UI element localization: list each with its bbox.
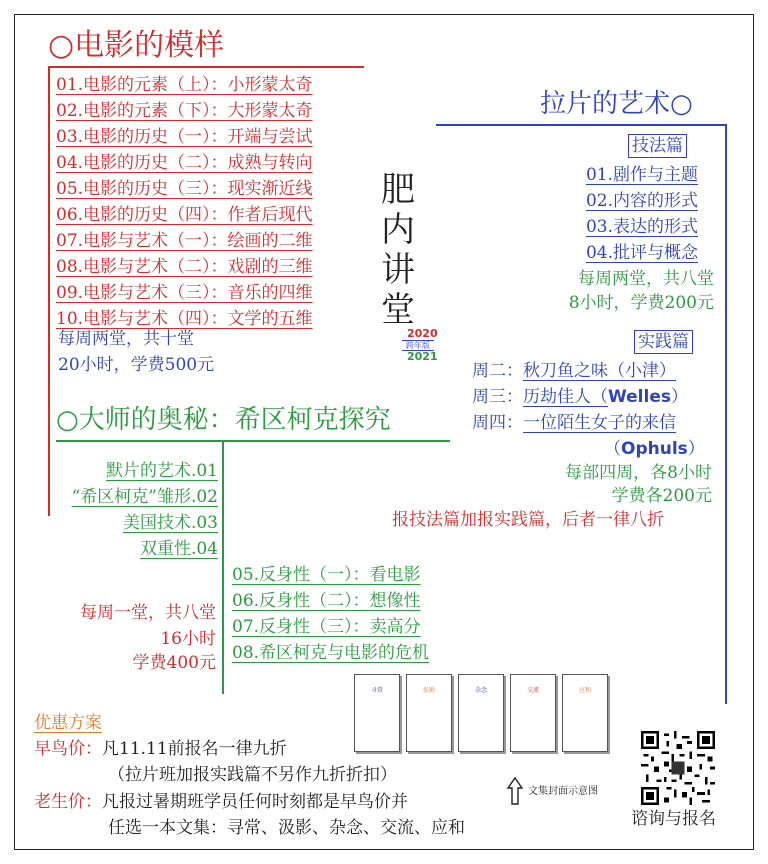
alumni-label: 老生价：	[34, 792, 102, 812]
hitchcock-item: 05.反身性（一）：看电影	[232, 565, 421, 585]
cover-caption: 文集封面示意图	[528, 786, 598, 797]
technique-label: 技法篇	[628, 134, 687, 158]
hitchcock-hours: 16小时	[160, 629, 216, 649]
practice-film: 秋刀鱼之味（小津）	[523, 361, 676, 381]
paren-close: ）	[687, 439, 705, 459]
film-form-lesson: 10.电影与艺术（四）：文学的五维	[56, 309, 313, 329]
film-form-lesson: 05.电影的历史（三）：现实渐近线	[56, 179, 313, 199]
brand-char: 讲	[381, 250, 415, 290]
analysis-vertical-rule	[725, 124, 727, 704]
film-form-lesson: 04.电影的历史（二）：成熟与转向	[56, 153, 313, 173]
hitchcock-right-list	[232, 562, 429, 666]
cover-book	[458, 674, 504, 752]
technique-item: 04.批评与概念	[585, 243, 698, 263]
cover-title: 交流	[526, 687, 540, 694]
technique-list	[550, 162, 698, 266]
film-form-title-rule	[48, 66, 364, 68]
hitchcock-title: ○大师的奥秘：希区柯克探究	[56, 405, 391, 435]
qr-code[interactable]	[641, 731, 715, 805]
alumni-text: 凡报过暑期班学员任何时刻都是早鸟价并	[102, 792, 408, 812]
analysis-title-rule	[436, 124, 726, 126]
hitchcock-item: “希区柯克”雏形.02	[71, 487, 218, 507]
cover-book	[562, 674, 608, 752]
discount-title	[34, 712, 102, 734]
cover-title: 汲影	[422, 687, 436, 694]
paren-open: （	[604, 439, 621, 459]
hitchcock-title-rule	[56, 440, 450, 442]
cover-book	[406, 674, 452, 752]
practice-day: 周二：	[472, 361, 523, 381]
brand-year-top: 2020	[407, 327, 438, 340]
discount-title-text: 优惠方案	[34, 713, 102, 733]
cover-title: 寻常	[370, 687, 384, 694]
early-bird-row	[34, 737, 287, 761]
alumni-row	[34, 790, 408, 814]
alumni-text-2: 任选一本文集：寻常、汲影、杂念、交流、应和	[108, 818, 465, 838]
hitchcock-item: 美国技术.03	[122, 513, 218, 533]
brand-year-sub: 跨年版	[402, 340, 434, 351]
practice-label: 实践篇	[634, 330, 693, 354]
early-bird-text: 凡11.11前报名一律九折	[102, 739, 287, 759]
up-arrow-icon	[506, 776, 524, 806]
film-form-fee: 20小时，学费500元	[58, 355, 215, 375]
practice-schedule: 每部四周，各8小时	[565, 463, 712, 483]
brand-name	[378, 170, 418, 330]
practice-last-director-line	[604, 436, 705, 462]
combo-note: 报技法篇加报实践篇，后者一律八折	[392, 510, 664, 530]
film-form-lesson: 08.电影与艺术（二）：戏剧的三维	[56, 257, 313, 277]
hitchcock-item: 默片的艺术.01	[105, 461, 218, 481]
practice-fee: 学费各200元	[611, 486, 712, 506]
practice-day: 周四：	[472, 413, 523, 433]
film-form-lesson: 06.电影的历史（四）：作者后现代	[56, 205, 313, 225]
film-form-schedule: 每周两堂，共十堂	[58, 329, 194, 349]
hitchcock-fee: 学费400元	[132, 653, 216, 673]
hitchcock-schedule: 每周一堂，共八堂	[80, 603, 216, 623]
practice-item	[472, 410, 688, 436]
film-form-lesson: 09.电影与艺术（三）：音乐的四维	[56, 283, 313, 303]
practice-film: 一位陌生女子的来信	[523, 413, 676, 433]
practice-film: 历劫佳人（	[523, 387, 608, 407]
brand-char: 肥	[381, 170, 415, 210]
brand-year-bottom: 2021	[407, 350, 438, 363]
early-bird-label: 早鸟价：	[34, 739, 102, 759]
brand-char: 堂	[381, 290, 415, 330]
film-form-lesson: 02.电影的元素（下）：大形蒙太奇	[56, 101, 313, 121]
practice-item	[472, 384, 688, 410]
early-bird-note: （拉片班加报实践篇不另作九折折扣）	[108, 765, 397, 785]
technique-schedule: 每周两堂，共八堂	[578, 269, 714, 289]
hitchcock-item: 双重性.04	[139, 539, 218, 559]
practice-list	[472, 358, 688, 436]
analysis-title: 拉片的艺术○	[540, 89, 693, 119]
hitchcock-left-list	[40, 458, 218, 562]
hitchcock-vertical-rule	[222, 440, 224, 694]
technique-item: 03.表达的形式	[585, 217, 698, 237]
practice-close: ）	[670, 387, 688, 407]
contact-label: 谘询与报名	[631, 809, 716, 829]
cover-title: 杂念	[474, 687, 488, 694]
cover-book	[510, 674, 556, 752]
cover-book	[354, 674, 400, 752]
technique-item: 01.剧作与主题	[585, 165, 698, 185]
film-form-lesson: 03.电影的历史（一）：开端与尝试	[56, 127, 313, 147]
technique-fee: 8小时，学费200元	[568, 293, 714, 313]
cover-title: 应和	[578, 687, 592, 694]
film-form-vertical-rule	[48, 66, 50, 516]
brand-char: 内	[381, 210, 415, 250]
film-form-lesson: 07.电影与艺术（一）：绘画的二维	[56, 231, 313, 251]
film-form-title: ○电影的模样	[48, 28, 225, 63]
practice-day: 周三：	[472, 387, 523, 407]
technique-item: 02.内容的形式	[585, 191, 698, 211]
hitchcock-item: 07.反身性（三）：卖高分	[232, 617, 421, 637]
hitchcock-item: 06.反身性（二）：想像性	[232, 591, 421, 611]
practice-director: Welles	[608, 387, 671, 407]
practice-director: Ophuls	[621, 439, 688, 459]
hitchcock-item: 08.希区柯克与电影的危机	[232, 643, 430, 663]
film-form-lesson-list	[56, 72, 313, 332]
practice-item	[472, 358, 688, 384]
film-form-lesson: 01.电影的元素（上）：小形蒙太奇	[56, 75, 313, 95]
